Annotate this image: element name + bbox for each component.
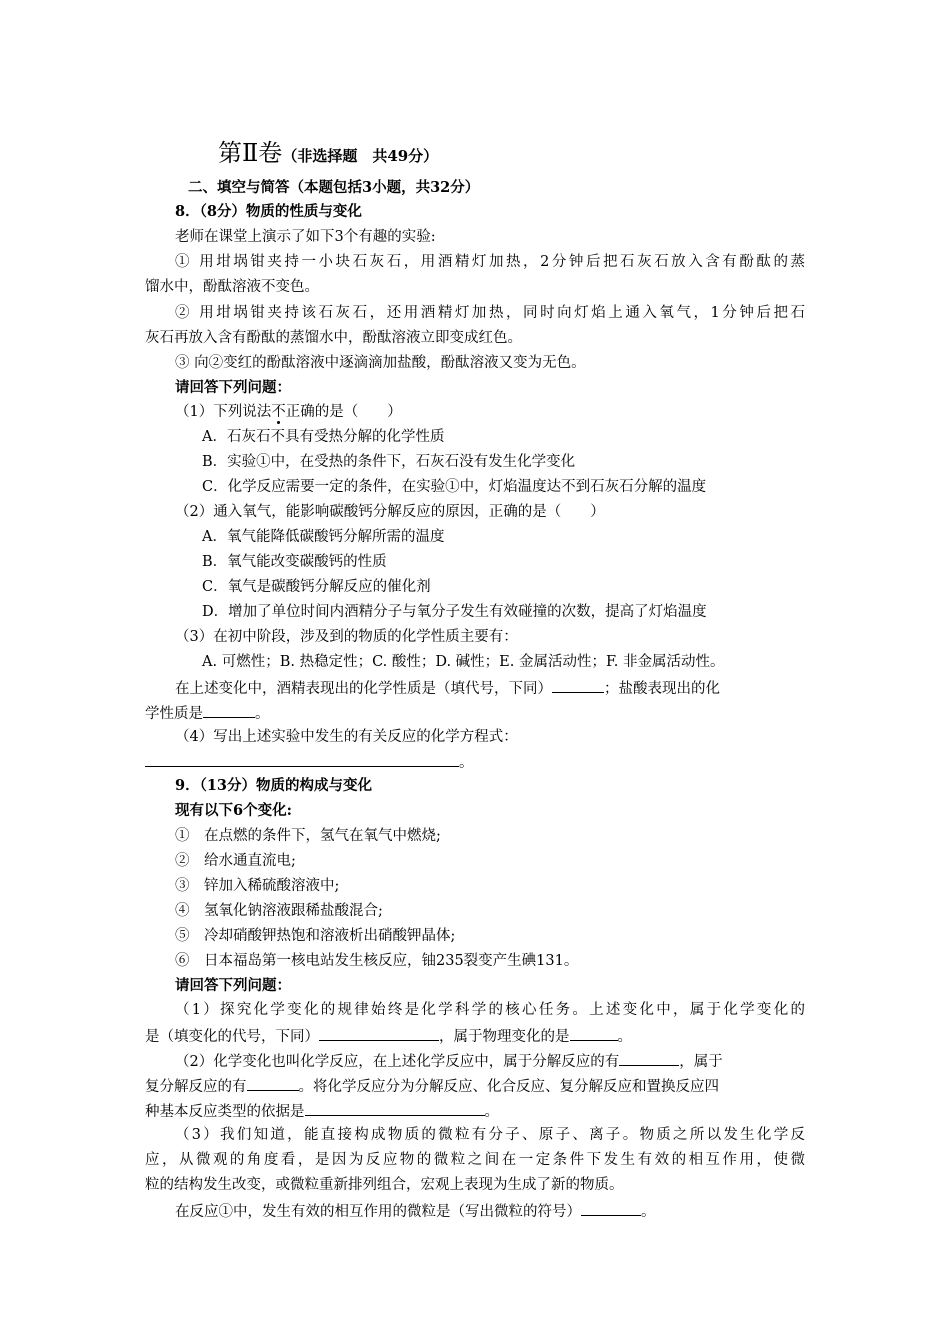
q9-part2-text5: 种基本反应类型的依据是	[145, 1104, 305, 1120]
section-title	[218, 138, 438, 168]
q9-prompt: 请回答下列问题：	[175, 977, 291, 994]
q8-exp2-line1: ② 用坩埚钳夹持该石灰石，还用酒精灯加热，同时向灯焰上通入氧气，1分钟后把石	[175, 305, 805, 321]
q8-exp1-line2: 馏水中，酚酞溶液不变色。	[145, 279, 319, 295]
q9-part2-line3	[145, 1100, 499, 1122]
q8-part1-option-a: A．石灰石不具有受热分解的化学性质	[202, 429, 445, 445]
q9-change-item: ③ 锌加入稀硫酸溶液中;	[175, 878, 340, 894]
q8-part1	[175, 402, 402, 422]
q8-prompt: 请回答下列问题：	[175, 379, 291, 396]
q8-part1-pre: （1）下列说法	[175, 404, 272, 420]
part-heading: 二、填空与简答（本题包括3小题，共32分）	[188, 179, 480, 196]
answer-blank-classification-basis[interactable]	[305, 1100, 485, 1116]
q9-part2-line1	[175, 1050, 723, 1072]
q9-part3-text: 在反应①中，发生有效的相互作用的微粒是（写出微粒的符号）	[175, 1204, 581, 1220]
q9-part2-text2: ，属于	[679, 1054, 723, 1070]
q9-part2-text3: 复分解反应的有	[145, 1079, 247, 1095]
q9-part3-line2: 应，从微观的角度看，是因为反应物的微粒之间在一定条件下发生有效的相互作用，使微	[145, 1152, 805, 1168]
q8-part3-question-line1	[175, 677, 720, 699]
q8-part1-option-b: B．实验①中，在受热的条件下，石灰石没有发生化学变化	[202, 454, 576, 470]
q9-part3-line3: 粒的结构发生改变，或微粒重新排列组合，宏观上表现为生成了新的物质。	[145, 1177, 624, 1193]
q8-exp1-line1: ① 用坩埚钳夹持一小块石灰石，用酒精灯加热，2分钟后把石灰石放入含有酚酞的蒸	[175, 254, 805, 270]
q8-part2-option-b: B．氧气能改变碳酸钙的性质	[202, 554, 387, 570]
q8-part1-post: 正确的是（ ）	[285, 404, 402, 420]
q8-part2-option-d: D．增加了单位时间内酒精分子与氧分子发生有效碰撞的次数，提高了灯焰温度	[202, 604, 707, 620]
q9-part3-period: 。	[641, 1204, 656, 1220]
answer-blank-physical-changes[interactable]	[570, 1025, 618, 1041]
q8-part3-options: A. 可燃性；B. 热稳定性；C. 酸性；D. 碱性；E. 金属活动性；F. 非金属活动性。	[202, 654, 725, 670]
q8-part4: （4）写出上述实验中发生的有关反应的化学方程式：	[175, 729, 518, 745]
q8-part1-option-c: C．化学反应需要一定的条件，在实验①中，灯焰温度达不到石灰石分解的温度	[202, 479, 707, 495]
q9-change-item: ② 给水通直流电;	[175, 853, 296, 869]
q9-part3-line4	[175, 1200, 656, 1222]
q8-part4-answer	[145, 751, 474, 773]
answer-blank-particles[interactable]	[581, 1200, 641, 1216]
q8-part3-question-text: 在上述变化中，酒精表现出的化学性质是（填代号，下同）	[175, 681, 552, 697]
q8-part3: （3）在初中阶段，涉及到的物质的化学性质主要有：	[175, 629, 518, 645]
q9-intro: 现有以下6个变化:	[175, 802, 292, 819]
q8-part1-emphasis: 不	[271, 404, 286, 420]
q8-part3-period: 。	[255, 706, 270, 722]
answer-blank-alcohol[interactable]	[552, 677, 604, 693]
q9-part2-text: （2）化学变化也叫化学反应，在上述化学反应中，属于分解反应的有	[175, 1054, 620, 1070]
q8-part3-question-text3: 学性质是	[145, 706, 203, 722]
q9-part1-line1: （1）探究化学变化的规律始终是化学科学的核心任务。上述变化中，属于化学变化的	[175, 1002, 805, 1018]
q9-part2-text4: 。将化学反应分为分解反应、化合反应、复分解反应和置换反应四	[298, 1079, 719, 1095]
q9-heading: 9．（13分）物质的构成与变化	[175, 777, 373, 794]
q9-change-item: ④ 氢氧化钠溶液跟稀盐酸混合;	[175, 903, 383, 919]
answer-blank-double-decomposition[interactable]	[247, 1075, 299, 1091]
answer-blank-equations[interactable]	[145, 751, 459, 767]
answer-blank-chemical-changes[interactable]	[319, 1025, 439, 1041]
q8-part4-period: 。	[459, 755, 474, 771]
q9-part1-line2	[145, 1025, 632, 1047]
q8-part3-question-text2: ；盐酸表现出的化	[604, 681, 720, 697]
q8-intro: 老师在课堂上演示了如下3个有趣的实验:	[175, 229, 436, 245]
q8-exp3: ③ 向②变红的酚酞溶液中逐滴滴加盐酸，酚酞溶液又变为无色。	[175, 355, 586, 371]
q9-part2-period: 。	[484, 1104, 499, 1120]
q8-part2-option-c: C．氧气是碳酸钙分解反应的催化剂	[202, 579, 431, 595]
answer-blank-hydrochloric-acid[interactable]	[203, 702, 255, 718]
q9-part1-text2: ，属于物理变化的是	[439, 1029, 570, 1045]
q9-part3-line1: （3）我们知道，能直接构成物质的微粒有分子、原子、离子。物质之所以发生化学反	[175, 1127, 805, 1143]
q9-part2-line2	[145, 1075, 719, 1097]
q8-exp2-line2: 灰石再放入含有酚酞的蒸馏水中，酚酞溶液立即变成红色。	[145, 330, 522, 346]
q8-part2: （2）通入氧气，能影响碳酸钙分解反应的原因，正确的是（ ）	[175, 504, 605, 520]
q9-part1-period: 。	[617, 1029, 632, 1045]
q8-part3-question-line2	[145, 702, 270, 724]
section-title-sub: （非选择题 共49分）	[282, 147, 439, 165]
q9-change-item: ⑥ 日本福岛第一核电站发生核反应，铀235裂变产生碘131。	[175, 953, 579, 969]
q9-change-item: ⑤ 冷却硝酸钾热饱和溶液析出硝酸钾晶体;	[175, 928, 456, 944]
q9-change-item: ① 在点燃的条件下，氢气在氧气中燃烧;	[175, 828, 441, 844]
q9-part1-text: 是（填变化的代号，下同）	[145, 1029, 319, 1045]
answer-blank-decomposition[interactable]	[619, 1050, 679, 1066]
q8-heading: 8．（8分）物质的性质与变化	[175, 203, 362, 220]
section-title-main: 第Ⅱ卷	[218, 139, 283, 167]
q8-part2-option-a: A．氧气能降低碳酸钙分解所需的温度	[202, 529, 445, 545]
